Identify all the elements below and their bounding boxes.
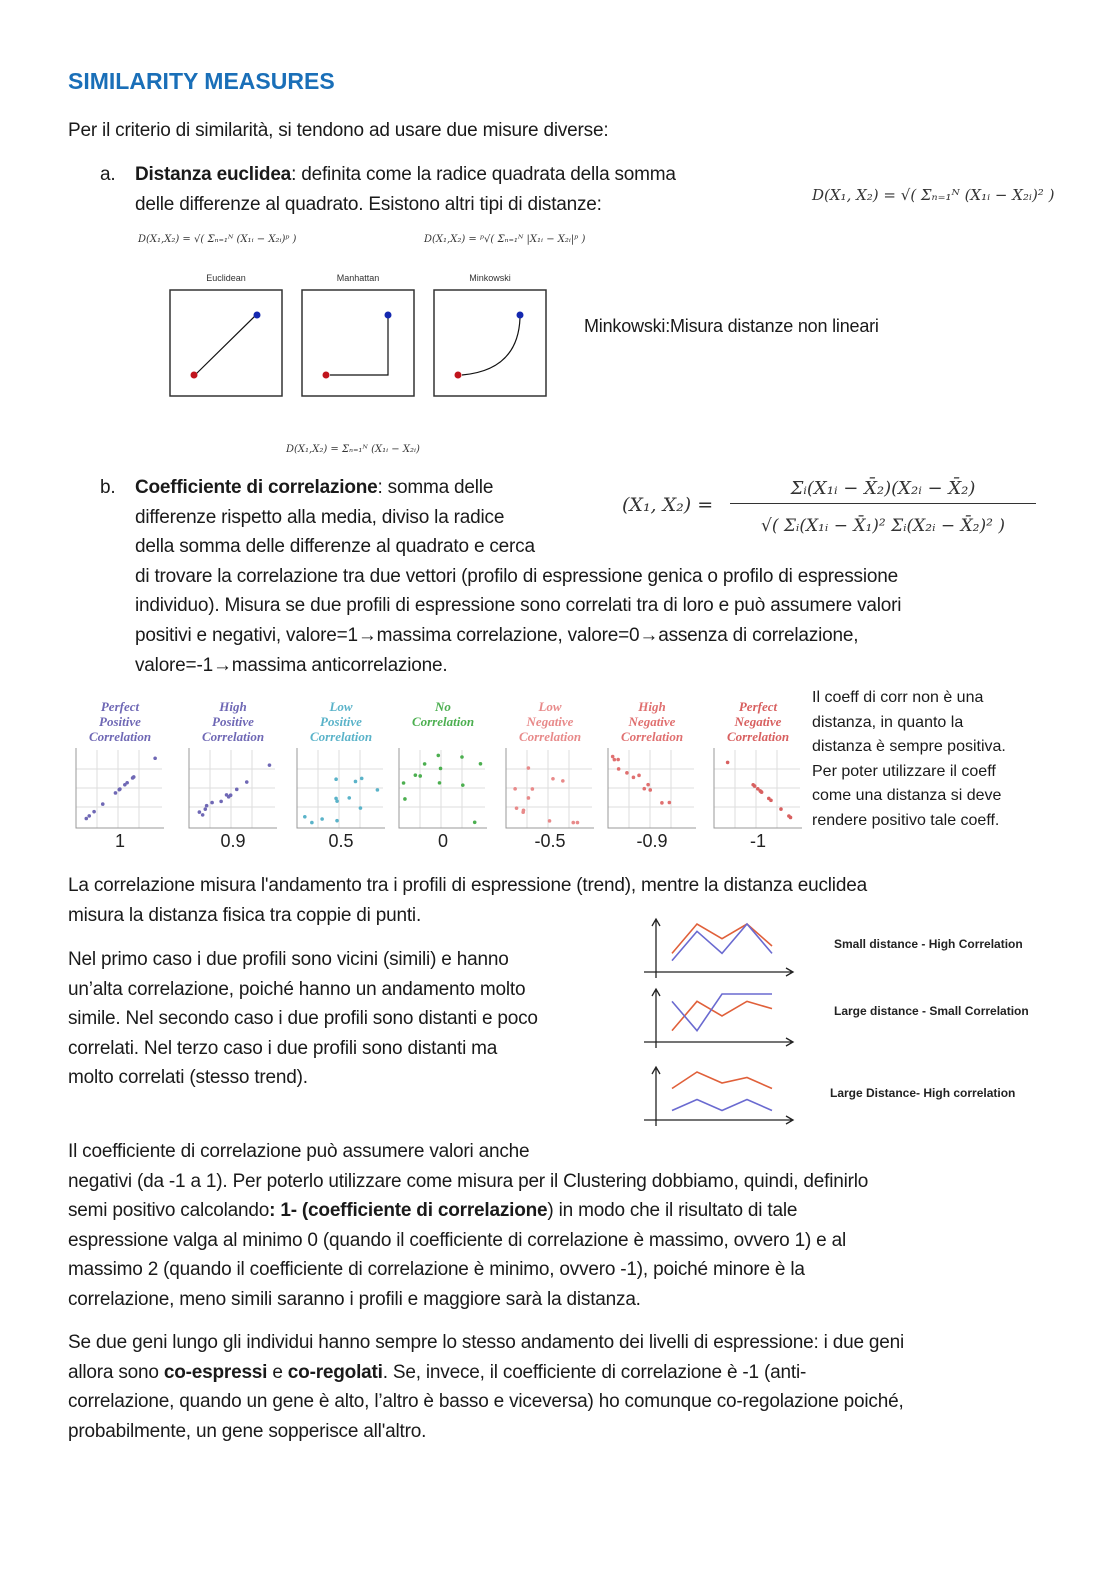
correlation-caption bbox=[291, 699, 391, 744]
red-profile-line bbox=[672, 1072, 772, 1089]
data-point bbox=[118, 787, 122, 791]
scatter-plot bbox=[395, 746, 489, 832]
blue-point bbox=[385, 312, 392, 319]
data-point bbox=[201, 813, 205, 817]
paragraph-4 bbox=[68, 1328, 904, 1446]
data-point bbox=[513, 787, 517, 791]
para-line: correlazione, quando un gene è alto, l’altro è basso e viceversa) ho comunque co-regolazione poiché, bbox=[68, 1391, 904, 1413]
data-point bbox=[660, 801, 664, 805]
formula-bottom: D(X₁,X₂) = Σₙ₌₁ᴺ (X₁ᵢ − X₂ᵢ) bbox=[286, 444, 420, 455]
item-b-line1: : somma delle bbox=[377, 477, 494, 498]
formula-right: D(X₁,X₂) = ᵖ√( Σₙ₌₁ᴺ |X₁ᵢ − X₂ᵢ|ᵖ ) bbox=[424, 234, 586, 245]
scatter-plot bbox=[710, 746, 804, 832]
para-line: espressione valga al minimo 0 (quando il coefficiente di correlazione è massimo, ovvero 1) e al bbox=[68, 1229, 846, 1251]
data-point bbox=[551, 777, 555, 781]
correlation-caption bbox=[602, 699, 702, 744]
manhattan-box bbox=[302, 290, 414, 396]
data-point bbox=[571, 821, 575, 825]
data-point bbox=[347, 796, 351, 800]
data-point bbox=[613, 758, 617, 762]
correlation-caption bbox=[70, 699, 170, 744]
correlation-value: -0.9 bbox=[636, 831, 668, 851]
data-point bbox=[403, 797, 407, 801]
red-point bbox=[191, 372, 198, 379]
correlation-value: -1 bbox=[749, 831, 766, 851]
bold-text: co-regolati bbox=[287, 1361, 383, 1383]
paragraph-3 bbox=[68, 1137, 868, 1315]
data-point bbox=[637, 774, 641, 778]
blue-point bbox=[254, 312, 261, 319]
red-point bbox=[323, 372, 330, 379]
text: allora sono bbox=[68, 1361, 164, 1383]
euclidean-box bbox=[170, 290, 282, 396]
data-point bbox=[648, 788, 652, 792]
data-point bbox=[198, 810, 202, 814]
caption-line: Correlation bbox=[309, 729, 373, 744]
caption-line: Correlation bbox=[518, 729, 582, 744]
distance-diagrams bbox=[168, 288, 548, 400]
data-point bbox=[334, 777, 338, 781]
data-point bbox=[92, 810, 96, 814]
data-point bbox=[753, 784, 757, 788]
data-point bbox=[642, 787, 646, 791]
bold-text: : 1- (coefficiente di correlazione bbox=[269, 1200, 548, 1222]
item-b-line5: individuo). Misura se due profili di espressione sono correlati tra di loro e può assumere valori bbox=[135, 595, 902, 617]
caption-line: Negative bbox=[628, 714, 676, 729]
page-title: SIMILARITY MEASURES bbox=[68, 68, 335, 94]
blue-point bbox=[517, 312, 524, 319]
para-line: Nel primo caso i due profili sono vicini (simili) e hanno bbox=[68, 949, 509, 970]
item-b-line2: differenze rispetto alla media, diviso la radice bbox=[135, 506, 505, 528]
side-note-line: distanza, in quanto la bbox=[812, 713, 964, 731]
data-point bbox=[548, 819, 552, 823]
data-point bbox=[479, 762, 483, 766]
text: e bbox=[267, 1361, 288, 1383]
data-point bbox=[438, 781, 442, 785]
correlation-numerator: Σᵢ(X₁ᵢ − X̄₂)(X₂ᵢ − X̄₂) bbox=[730, 478, 1036, 504]
data-point bbox=[760, 790, 764, 794]
bold-text: co-espressi bbox=[163, 1361, 268, 1383]
para-line: probabilmente, un gene sopperisce all'altro. bbox=[68, 1420, 427, 1442]
data-point bbox=[611, 755, 615, 759]
item-b-line7: valore=-1→massima anticorrelazione. bbox=[135, 654, 448, 676]
para-line: correlazione, meno simili saranno i profili e maggiore sarà la distanza. bbox=[68, 1288, 641, 1310]
data-point bbox=[402, 781, 406, 785]
data-point bbox=[531, 787, 535, 791]
data-point bbox=[418, 774, 422, 778]
panel-label-minkowski: Minkowski bbox=[469, 273, 511, 283]
caption-line: Correlation bbox=[411, 714, 475, 729]
data-point bbox=[473, 820, 477, 824]
para-line bbox=[68, 1196, 868, 1226]
caption-line: Low bbox=[329, 699, 353, 714]
caption-line: Correlation bbox=[88, 729, 152, 744]
data-point bbox=[726, 761, 730, 765]
data-point bbox=[101, 802, 105, 806]
manhattan-path bbox=[330, 318, 388, 375]
formula-left: D(X₁,X₂) = √( Σₙ₌₁ᴺ (X₁ᵢ − X₂ᵢ)ᵖ ) bbox=[138, 234, 297, 245]
data-point bbox=[561, 779, 565, 783]
para-line: massimo 2 (quando il coefficiente di correlazione è minimo, ovvero -1), poiché minore è la bbox=[68, 1259, 805, 1281]
item-b-line3: della somma delle differenze al quadrato e cerca bbox=[135, 536, 535, 558]
data-point bbox=[616, 758, 620, 762]
correlation-value: 0.9 bbox=[220, 831, 246, 851]
data-point bbox=[229, 793, 233, 797]
minkowski-note: Minkowski:Misura distanze non lineari bbox=[584, 316, 879, 336]
data-point bbox=[460, 755, 464, 759]
panel-label-euclidean: Euclidean bbox=[206, 273, 246, 283]
para-line: Se due geni lungo gli individui hanno sempre lo stesso andamento dei livelli di espressione: i due geni bbox=[68, 1332, 905, 1353]
caption-line: Correlation bbox=[620, 729, 684, 744]
data-point bbox=[132, 775, 136, 779]
list-marker-a: a. bbox=[100, 164, 116, 185]
euclidean-formula: D(X₁, X₂) = √( Σₙ₌₁ᴺ (X₁ᵢ − X₂ᵢ)² ) bbox=[812, 186, 1055, 204]
side-note bbox=[812, 686, 1006, 833]
data-point bbox=[335, 799, 339, 803]
item-a-line2: delle differenze al quadrato. Esistono altri tipi di distanze: bbox=[135, 193, 602, 215]
data-point bbox=[625, 771, 629, 775]
blue-profile-line bbox=[672, 924, 772, 961]
caption-line: High bbox=[219, 699, 247, 714]
caption-line: No bbox=[435, 699, 451, 714]
data-point bbox=[123, 783, 127, 787]
data-point bbox=[527, 766, 531, 770]
para-line: negativi (da -1 a 1). Per poterlo utilizzare come misura per il Clustering dobbiamo, quindi, definirlo bbox=[68, 1170, 869, 1192]
intro-text: Per il criterio di similarità, si tendono ad usare due misure diverse: bbox=[68, 120, 609, 141]
para-line: simile. Nel secondo caso i due profili sono distanti e poco bbox=[68, 1008, 538, 1030]
para-line: La correlazione misura l'andamento tra i profili di espressione (trend), mentre la distanza euclidea bbox=[68, 875, 867, 896]
data-point bbox=[668, 801, 672, 805]
para-line: molto correlati (stesso trend). bbox=[68, 1067, 308, 1089]
red-profile-line bbox=[672, 924, 772, 953]
correlation-value: 0.5 bbox=[328, 831, 354, 851]
data-point bbox=[303, 815, 307, 819]
side-note-line: distanza è sempre positiva. bbox=[812, 738, 1006, 755]
data-point bbox=[576, 821, 580, 825]
caption-line: Correlation bbox=[201, 729, 265, 744]
data-point bbox=[527, 796, 531, 800]
data-point bbox=[203, 807, 207, 811]
data-point bbox=[84, 817, 88, 821]
item-a-text bbox=[135, 160, 676, 219]
data-point bbox=[436, 754, 440, 758]
caption-line: High bbox=[638, 699, 666, 714]
data-point bbox=[310, 821, 314, 825]
profile-chart bbox=[640, 1064, 800, 1146]
caption-line: Perfect bbox=[738, 699, 778, 714]
data-point bbox=[779, 807, 783, 811]
data-point bbox=[87, 814, 91, 818]
para-line bbox=[68, 1358, 904, 1388]
data-point bbox=[235, 788, 239, 792]
correlation-value: 1 bbox=[114, 831, 125, 851]
side-note-line: Per poter utilizzare il coeff bbox=[812, 762, 996, 780]
correlation-denominator: √( Σᵢ(X₁ᵢ − X̄₁)² Σᵢ(X₂ᵢ − X̄₂)² ) bbox=[761, 516, 1005, 536]
scatter-plot bbox=[293, 746, 387, 832]
item-a-line1: : definita come la radice quadrata della somma bbox=[291, 164, 676, 185]
data-point bbox=[335, 819, 339, 823]
caption-line: Positive bbox=[320, 714, 362, 729]
caption-line: Negative bbox=[734, 714, 782, 729]
caption-line: Correlation bbox=[726, 729, 790, 744]
data-point bbox=[423, 762, 427, 766]
data-point bbox=[320, 817, 324, 821]
data-point bbox=[205, 804, 209, 808]
data-point bbox=[439, 767, 443, 771]
data-point bbox=[359, 806, 363, 810]
term-correlation: Coefficiente di correlazione bbox=[135, 477, 378, 498]
data-point bbox=[153, 756, 157, 760]
axis bbox=[644, 919, 793, 978]
para-line: correlati. Nel terzo caso i due profili sono distanti ma bbox=[68, 1037, 498, 1059]
data-point bbox=[521, 810, 525, 814]
correlation-value: -0.5 bbox=[534, 831, 566, 851]
correlation-value: 0 bbox=[437, 831, 448, 851]
term-euclidean: Distanza euclidea bbox=[135, 164, 292, 185]
data-point bbox=[210, 801, 214, 805]
scatter-plot bbox=[185, 746, 279, 832]
red-point bbox=[455, 372, 462, 379]
correlation-caption bbox=[393, 699, 493, 729]
data-point bbox=[756, 787, 760, 791]
caption-line: Perfect bbox=[100, 699, 140, 714]
data-point bbox=[376, 788, 380, 792]
axis bbox=[644, 1067, 793, 1126]
caption-line: Negative bbox=[526, 714, 574, 729]
text: . Se, invece, il coefficiente di correlazione è -1 (anti- bbox=[382, 1361, 807, 1383]
profile-chart bbox=[640, 986, 800, 1068]
scatter-plot bbox=[72, 746, 166, 832]
list-marker-b: b. bbox=[100, 477, 116, 498]
panel-label-manhattan: Manhattan bbox=[336, 273, 380, 283]
blue-profile-line bbox=[672, 1100, 772, 1111]
correlation-caption bbox=[708, 699, 808, 744]
profile-label-3: Large Distance- High correlation bbox=[830, 1086, 1016, 1100]
data-point bbox=[354, 780, 358, 784]
text: semi positivo calcolando bbox=[68, 1200, 270, 1222]
data-point bbox=[632, 776, 636, 780]
red-profile-line bbox=[672, 1001, 772, 1030]
data-point bbox=[245, 780, 249, 784]
correlation-caption bbox=[500, 699, 600, 744]
text: ) in modo che il risultato di tale bbox=[547, 1200, 798, 1222]
para-line: Il coefficiente di correlazione può assumere valori anche bbox=[68, 1141, 530, 1162]
side-note-line: come una distanza si deve bbox=[812, 787, 1002, 804]
profile-label-2: Large distance - Small Correlation bbox=[834, 1004, 1029, 1018]
paragraph-2 bbox=[68, 945, 538, 1093]
data-point bbox=[268, 763, 272, 767]
item-b-text bbox=[135, 473, 901, 680]
data-point bbox=[114, 791, 118, 795]
data-point bbox=[787, 814, 791, 818]
side-note-line: Il coeff di corr non è una bbox=[812, 689, 984, 706]
item-b-line4: di trovare la correlazione tra due vettori (profilo di espressione genica o profilo di espressione bbox=[135, 565, 898, 587]
data-point bbox=[646, 783, 650, 787]
caption-line: Positive bbox=[99, 714, 141, 729]
minkowski-path bbox=[462, 318, 520, 375]
data-point bbox=[461, 783, 465, 787]
item-b-line6: positivi e negativi, valore=1→massima correlazione, valore=0→assenza di correlazione, bbox=[135, 624, 859, 646]
scatter-plot bbox=[604, 746, 698, 832]
minkowski-box bbox=[434, 290, 546, 396]
correlation-lhs: (X₁, X₂) = bbox=[622, 494, 714, 516]
caption-line: Low bbox=[538, 699, 562, 714]
scatter-plot bbox=[502, 746, 596, 832]
data-point bbox=[219, 800, 223, 804]
data-point bbox=[767, 797, 771, 801]
data-point bbox=[414, 773, 418, 777]
euclidean-path bbox=[196, 315, 256, 374]
para-line: un’alta correlazione, poiché hanno un andamento molto bbox=[68, 978, 526, 1000]
correlation-caption bbox=[183, 699, 283, 744]
data-point bbox=[515, 806, 519, 810]
profile-label-1: Small distance - High Correlation bbox=[834, 937, 1023, 951]
para-line: misura la distanza fisica tra coppie di punti. bbox=[68, 904, 422, 926]
data-point bbox=[617, 767, 621, 771]
caption-line: Positive bbox=[212, 714, 254, 729]
data-point bbox=[360, 777, 364, 781]
side-note-line: rendere positivo tale coeff. bbox=[812, 811, 1000, 829]
